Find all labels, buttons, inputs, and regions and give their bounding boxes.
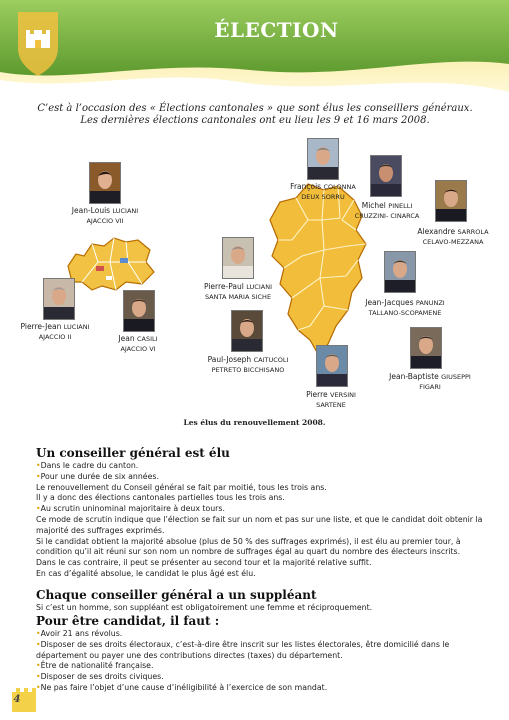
list-item: • Disposer de ses droits civiques. [36,672,486,683]
photo-pierre-versini [316,345,348,387]
photo-pierre-paul-luciani [222,237,254,279]
photo-jean-louis-luciani [89,162,121,204]
name-jean-casili: Jean CASILI AJACCIO VI [118,334,158,353]
photo-michel-pinelli [370,155,402,197]
paragraph: Si le candidat obtient la majorité absolue (plus de 50 % des suffrages exprimés), il est élu au premier tour, à condition qu’il ait réuni sur son nom un nombre de suffrages égal au quart du nombre des électeurs inscrits. [36,536,461,557]
list-item: • Pour une durée de six années. [36,472,486,483]
page-number: 4 [13,694,21,705]
photo-paul-joseph-caitucoli [231,310,263,352]
photo-jean-jacques-panunzi [384,251,416,293]
page-header [0,0,509,92]
section-candidate [36,614,486,694]
paragraph: Ce mode de scrutin indique que l’élection se fait sur un nom et pas sur une liste, et que le candidat doit obtenir la majorité des suffrages exprimés. [36,514,483,535]
name-paul-joseph-caitucoli: Paul-Joseph CAITUCOLI PETRETO BICCHISANO [207,355,289,374]
ajaccio-map [62,232,158,294]
list-item: • Ne pas faire l’objet d’une cause d’inéligibilité à l’exercice de son mandat. [36,683,486,694]
name-jean-baptiste-giuseppi: Jean-Baptiste GIUSEPPI FIGARI [389,372,471,391]
section-elected [36,446,486,580]
photo-alexandre-sarrola [435,180,467,222]
paragraph: Il y a donc des élections cantonales partielles tous les trois ans. [36,493,285,503]
photo-jean-baptiste-giuseppi [410,327,442,369]
name-jean-jacques-panunzi: Jean-Jacques PANUNZI TALLANO-SCOPAMENE [365,298,445,317]
map-caption: Les élus du renouvellement 2008. [183,418,326,427]
name-jean-louis-luciani: Jean-Louis LUCIANI AJACCIO VII [71,206,139,225]
list-item: • Au scrutin uninominal majoritaire à deux tours. [36,504,486,515]
name-pierre-paul-luciani: Pierre-Paul LUCIANI SANTA MARIA SICHE [203,282,272,301]
name-pierre-versini: Pierre VERSINI SARTENE [306,390,356,409]
paragraph: Dans le cas contraire, il peut se présenter au second tour et la majorité relative suffit. [36,558,372,568]
photo-jean-casili [123,290,155,332]
name-alexandre-sarrola: Alexandre SARROLA CELAVO-MEZZANA [417,227,489,246]
paragraph: En cas d’égalité absolue, le candidat le plus âgé est élu. [36,568,256,578]
photo-francois-colonna [307,138,339,180]
photo-pierre-jean-luciani [43,278,75,320]
page-number-badge [10,684,38,714]
list-item: • Dans le cadre du canton. [36,461,486,472]
section-substitute [36,588,486,614]
intro-text [30,103,480,127]
section-title: Pour être candidat, il faut : [36,614,220,628]
intro-line-1: C’est à l’occasion des « Élections cantonales » que sont élus les conseillers généraux. [37,103,473,114]
list-item: • Disposer de ses droits électoraux, c’est-à-dire être inscrit sur les listes électorales, être domicilié dans le département ou payer une des contributions directes (taxes) du département. [36,640,486,662]
name-pierre-jean-luciani: Pierre-Jean LUCIANI AJACCIO II [20,322,90,341]
name-michel-pinelli: Michel PINELLI CRUZZINI- CINARCA [354,201,420,220]
paragraph: Le renouvellement du Conseil général se fait par moitié, tous les trois ans. [36,482,327,492]
paragraph: Si c’est un homme, son suppléant est obligatoirement une femme et réciproquement. [36,603,373,612]
list-item: • Être de nationalité française. [36,661,486,672]
page-title: ÉLECTION [214,18,339,42]
section-title: Un conseiller général est élu [36,446,230,460]
section-title: Chaque conseiller général a un suppléant [36,588,317,602]
list-item: • Avoir 21 ans révolus. [36,629,486,640]
intro-line-2: Les dernières élections cantonales ont eu lieu les 9 et 16 mars 2008. [80,115,430,126]
name-francois-colonna: François COLONNA DEUX SORRU [290,182,356,201]
